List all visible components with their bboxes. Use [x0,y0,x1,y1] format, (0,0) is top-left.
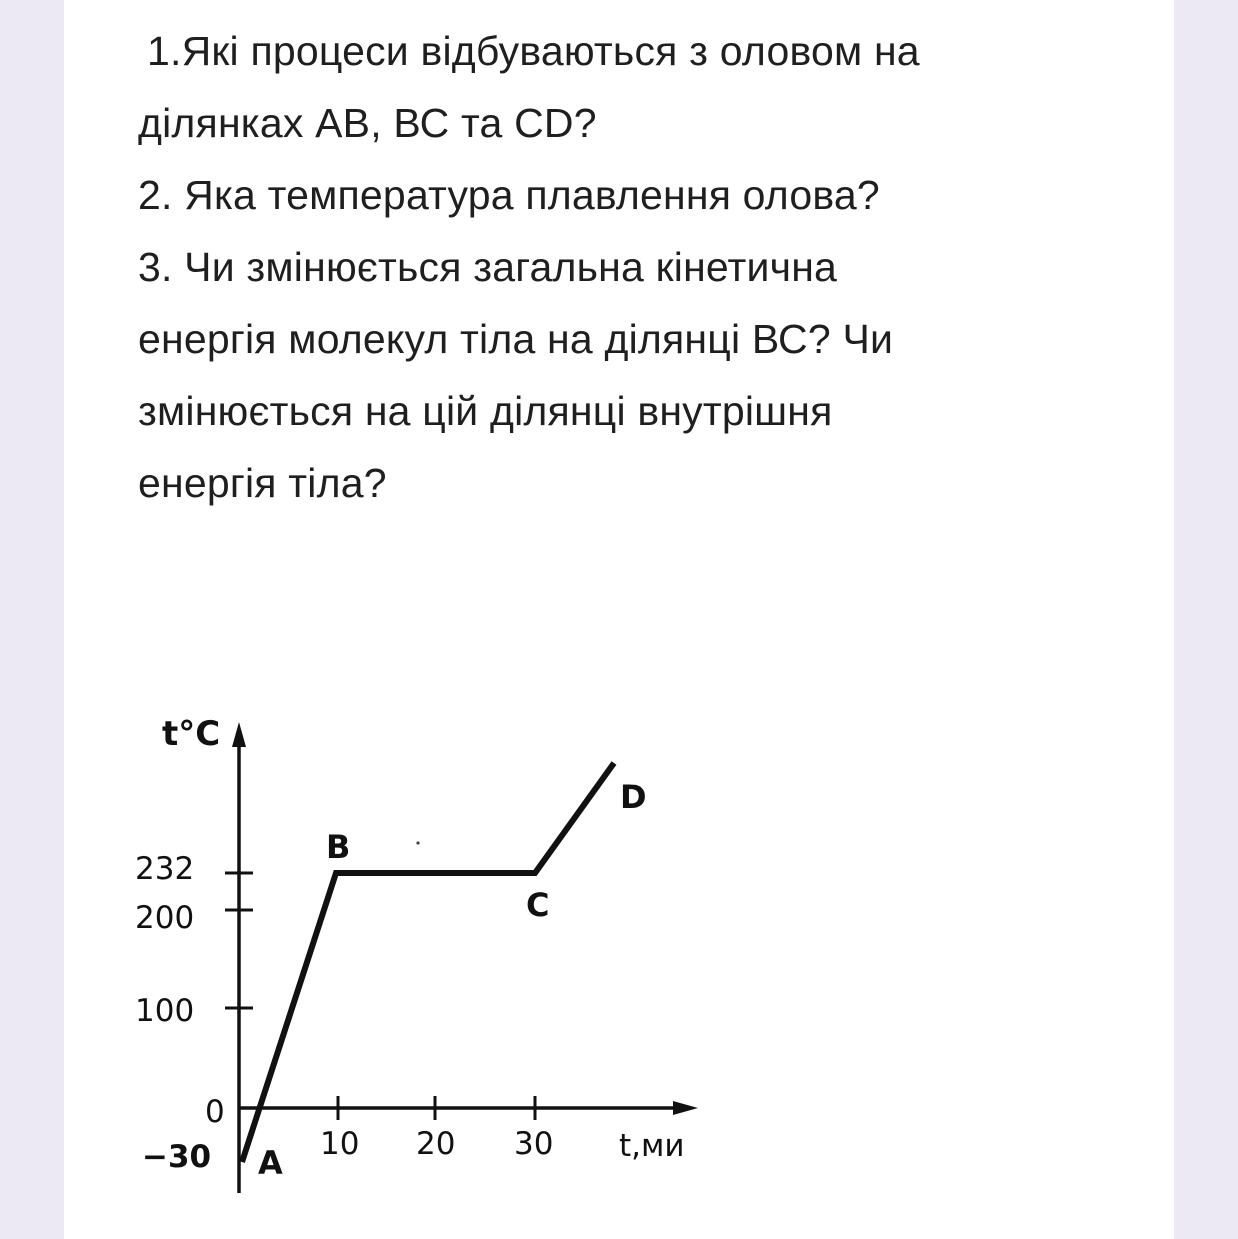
question-line-1: 1.Які процеси відбуваються з оловом на [147,28,920,74]
x-tick-label-30: 30 [514,1126,554,1162]
point-label-b: B [326,828,351,866]
question-line-2: ділянках АВ, ВС та СD? [138,100,597,146]
y-tick-label-0: 0 [205,1094,225,1130]
y-axis-arrow [232,722,246,747]
question-line-4: 3. Чи змінюється загальна кінетична [138,244,838,290]
point-label-a: A [258,1144,283,1182]
x-axis-arrow [673,1101,698,1115]
y-axis-label: t°C [162,714,221,754]
y-tick-label-200: 200 [135,900,195,936]
question-line-6: змінюється на цій ділянці внутрішня [138,388,833,434]
x-tick-label-10: 10 [320,1126,360,1162]
point-label-c: C [526,886,550,924]
scan-dot [416,841,419,844]
x-tick-label-20: 20 [416,1126,456,1162]
y-tick-label-100: 100 [135,993,195,1029]
point-label-d: D [620,778,647,816]
question-line-7: енергія тіла? [138,460,387,506]
y-tick-label-232: 232 [135,851,195,887]
y-tick-label-minus-30: −30 [142,1139,212,1175]
temperature-line [242,763,614,1162]
question-line-5: енергія молекул тіла на ділянці ВС? Чи [138,316,894,362]
x-axis-label: t,ми [619,1128,685,1164]
question-line-3: 2. Яка температура плавлення олова? [138,172,880,218]
